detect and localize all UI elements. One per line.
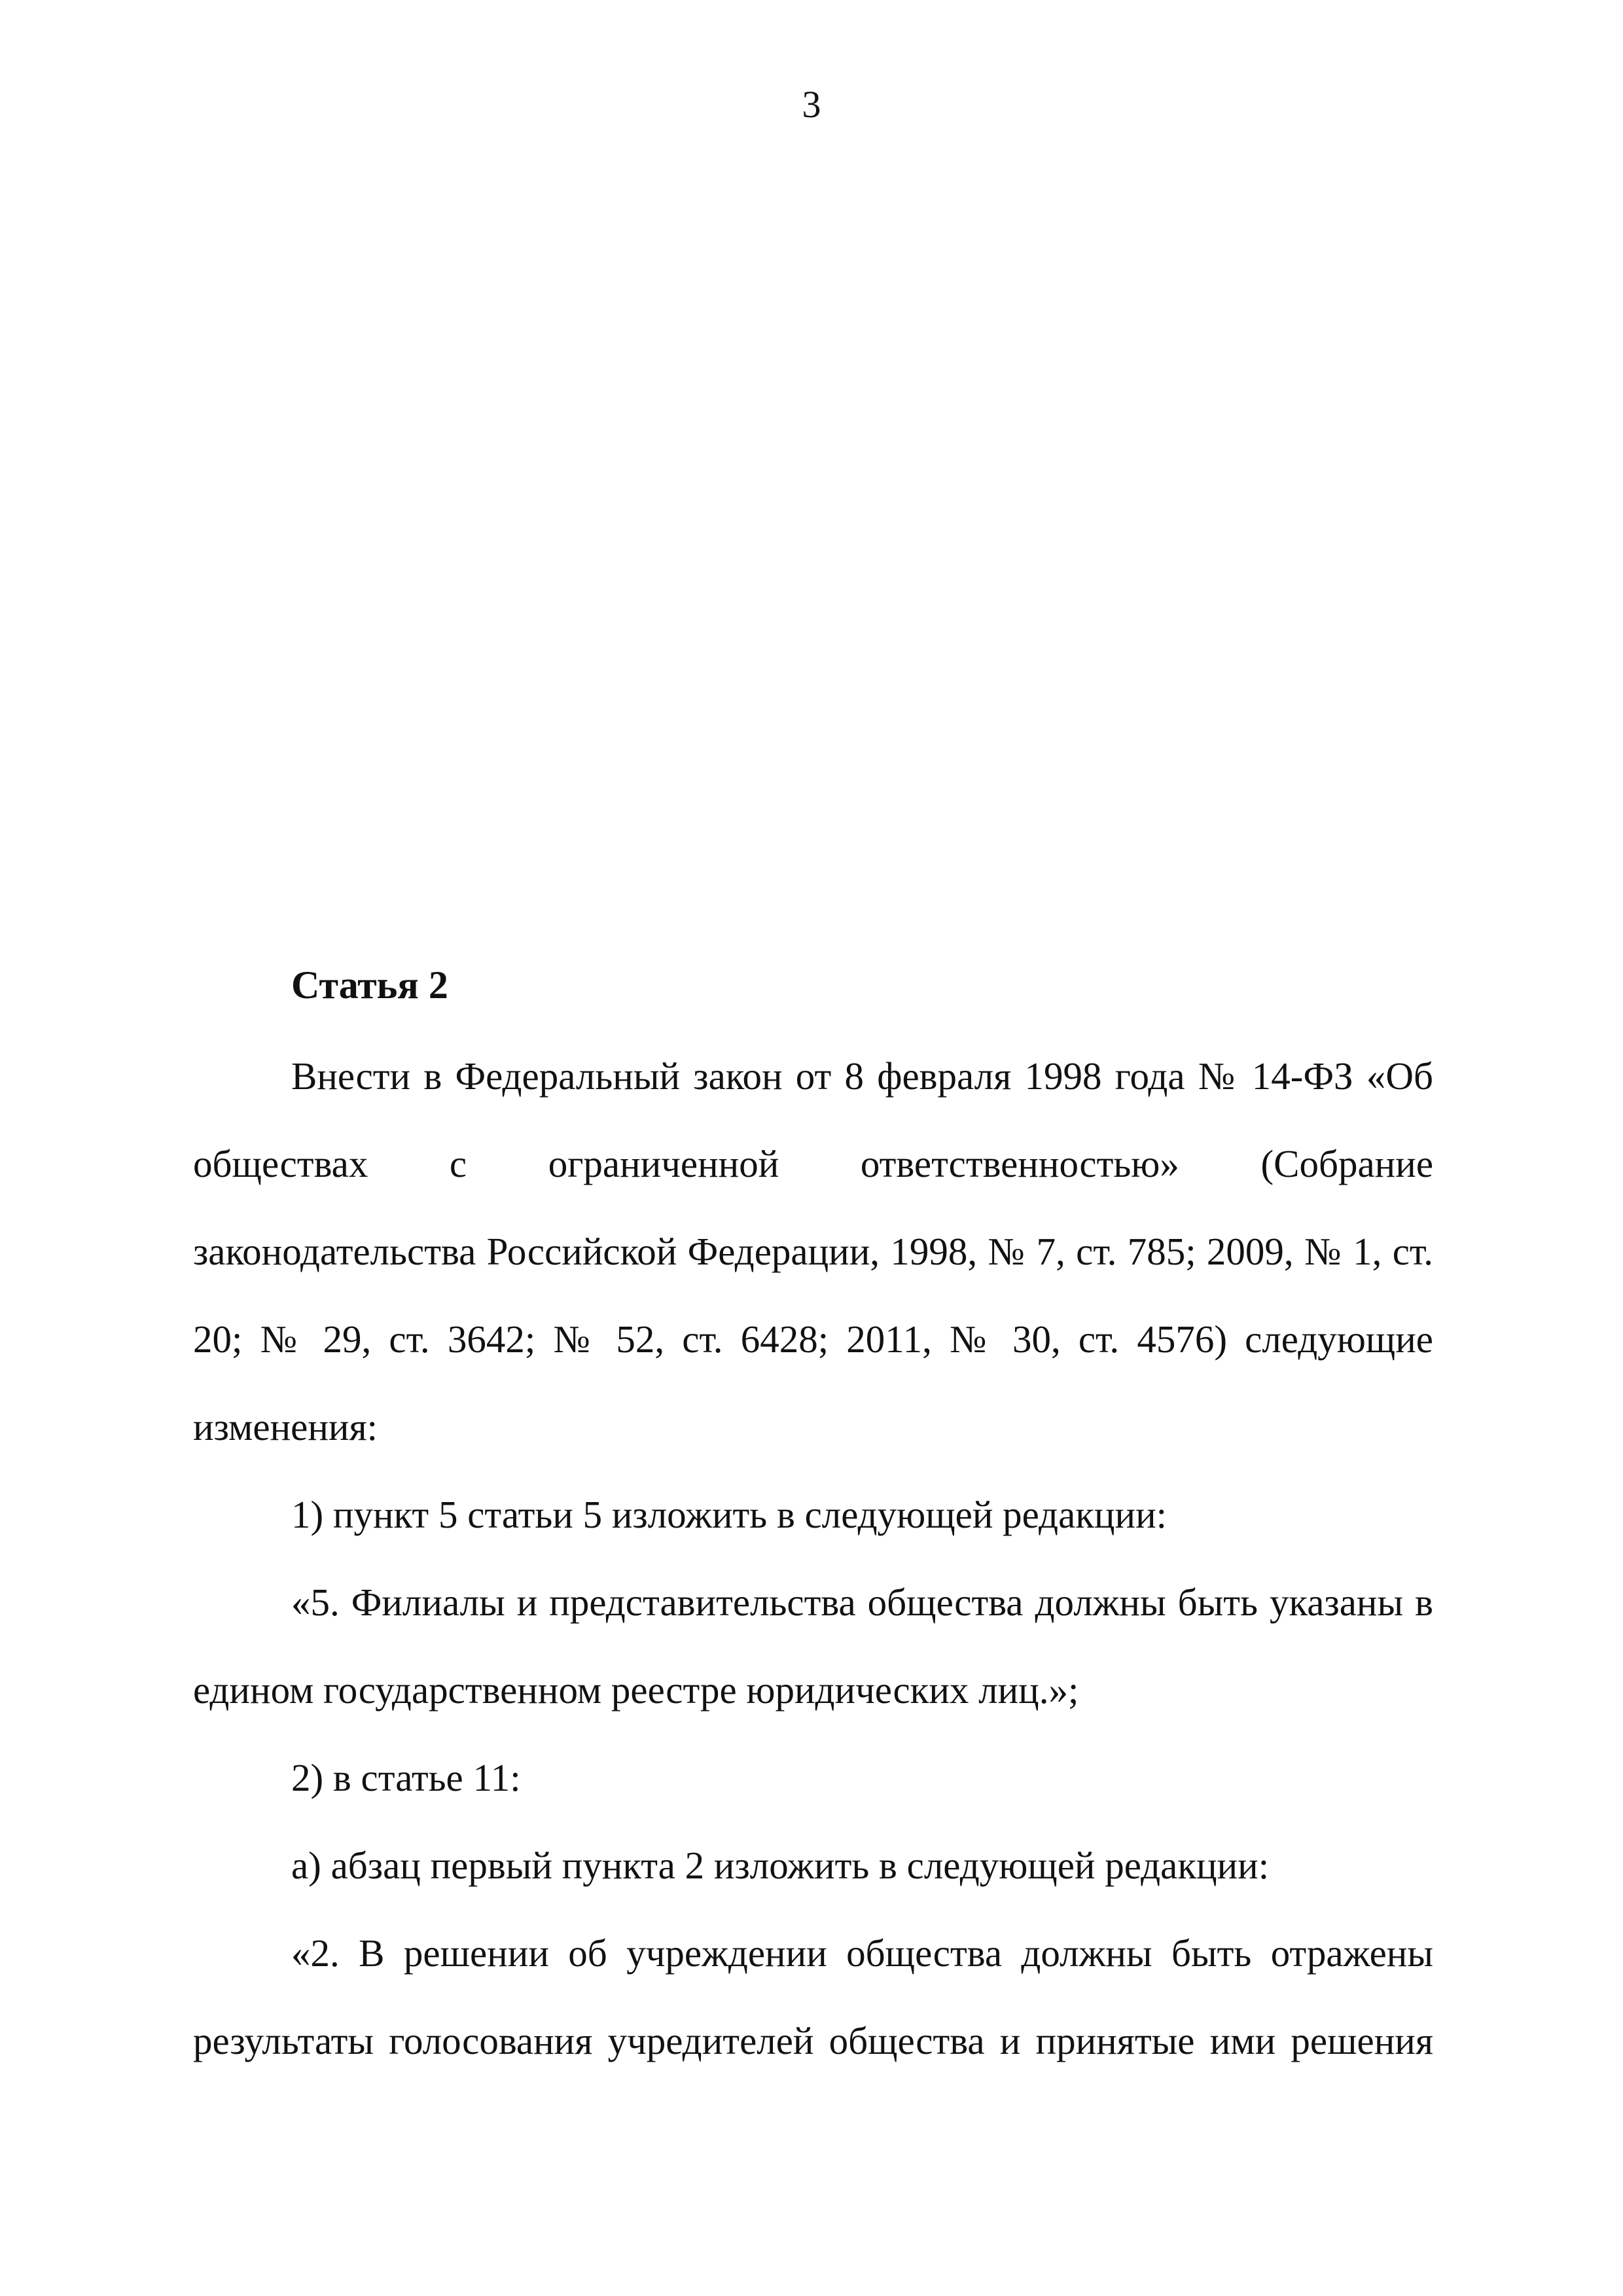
paragraph-amendment-intro: Внести в Федеральный закон от 8 февраля 1998 года № 14-ФЗ «Об обществах с ограниченной ответственностью» (Собрание законодательства Российской Федерации, 1998, № 7, ст. 785; 2009, № 1, ст. 20; № 29, ст. 3642; № 52, ст. 6428; 2011, № 30, ст. 4576) следующие изменения: bbox=[193, 1054, 1433, 1448]
paragraph-item-1: 1) пункт 5 статьи 5 изложить в следующей редакции: bbox=[291, 1493, 1168, 1536]
page-number: 3 bbox=[802, 83, 821, 126]
paragraph-item-1-text: «5. Филиалы и представительства общества должны быть указаны в едином государственном реестре юридических лиц.»; bbox=[193, 1581, 1433, 1712]
paragraph-item-2a: а) абзац первый пункта 2 изложить в следующей редакции: bbox=[291, 1844, 1270, 1887]
paragraph-item-2: 2) в статье 11: bbox=[291, 1756, 521, 1799]
paragraph-item-2a-text: «2. В решении об учреждении общества должны быть отражены результаты голосования учредителей общества и принятые ими решения bbox=[193, 1931, 1433, 2062]
article-body bbox=[193, 1032, 1433, 2085]
article-heading: Статья 2 bbox=[291, 963, 448, 1007]
